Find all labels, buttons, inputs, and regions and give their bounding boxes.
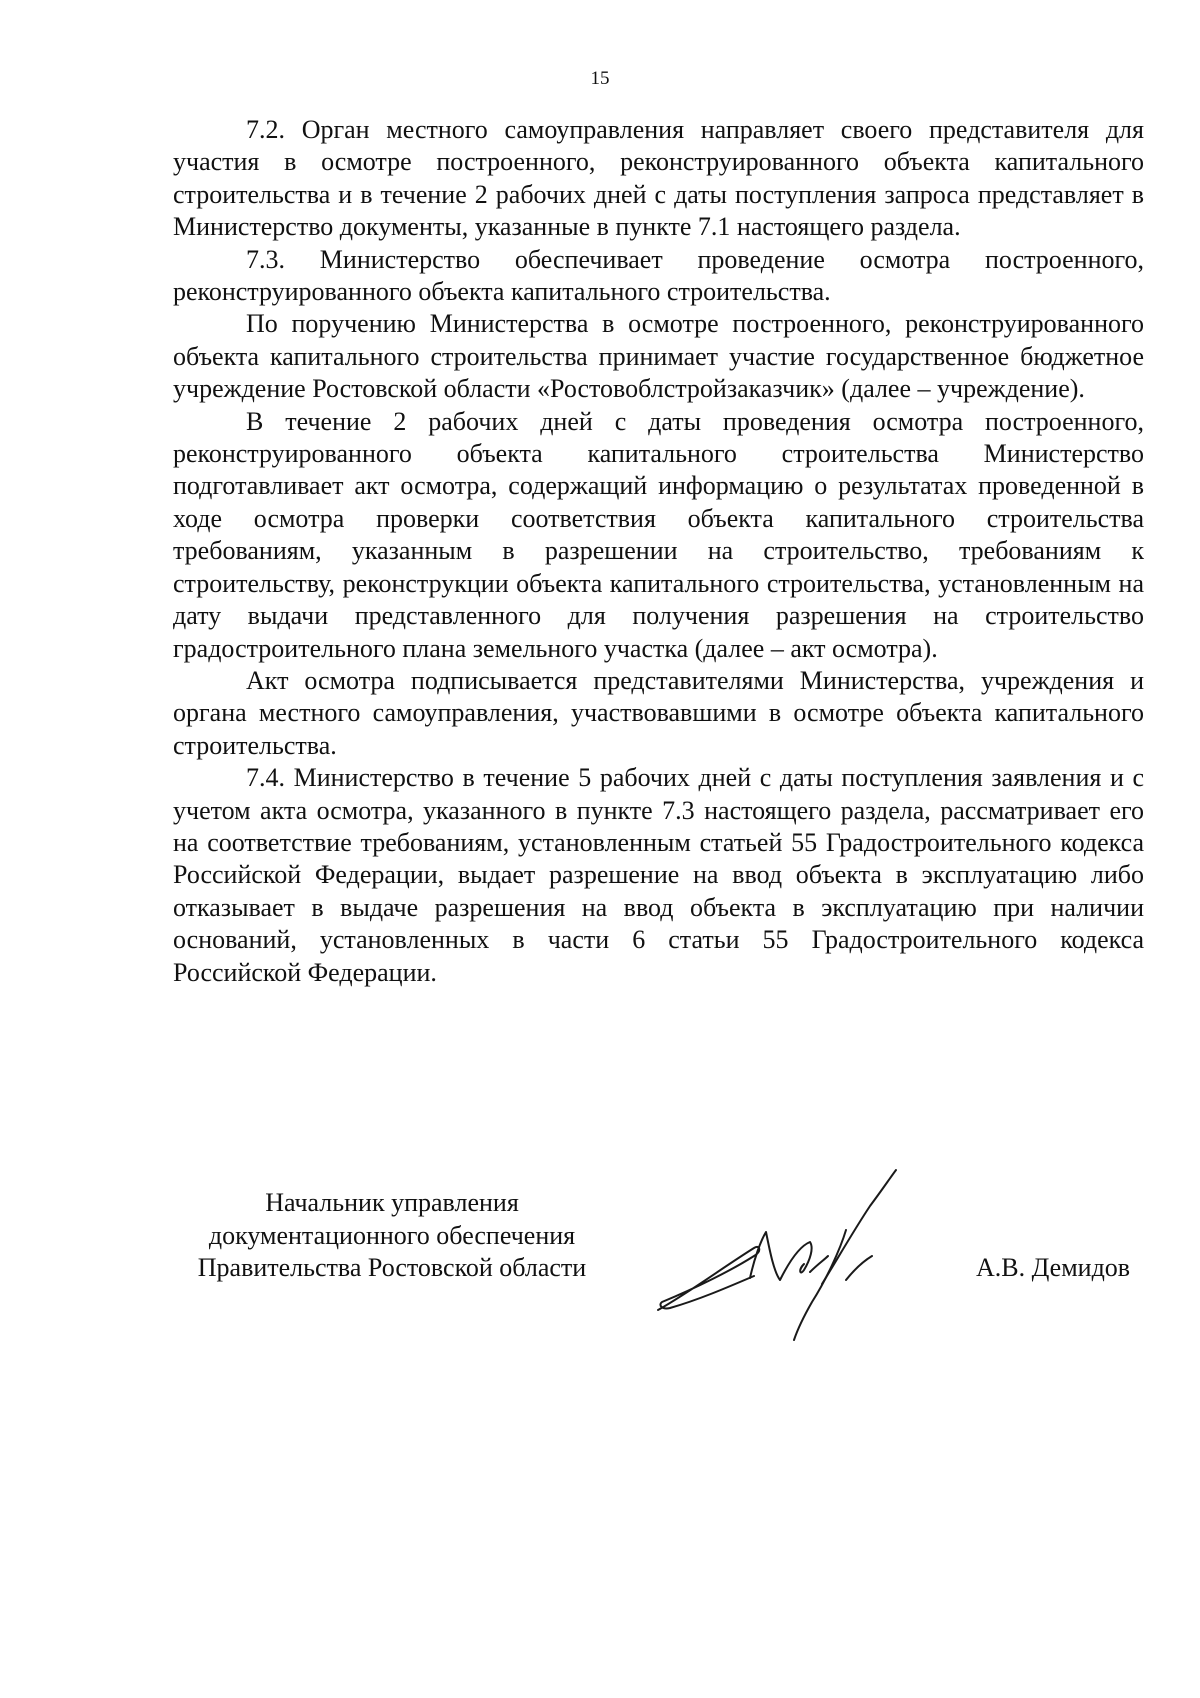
signatory-title-line: документационного обеспечения bbox=[208, 1220, 576, 1250]
signatory-title-line: Правительства Ростовской области bbox=[197, 1253, 587, 1282]
page-number: 15 bbox=[590, 68, 610, 89]
paragraph-7-3: 7.3. Министерство обеспечивает проведение осмотра построенного, реконструированного объекта капитального строительства. bbox=[173, 244, 1144, 307]
signatory-title bbox=[172, 1187, 612, 1285]
document-body bbox=[173, 114, 1144, 989]
paragraph-7-2: 7.2. Орган местного самоуправления направляет своего представителя для участия в осмотре построенного, реконструированного объекта капитального строительства и в течение 2 рабочих дней с даты поступления запроса представляет в Министерство документы, указанные в пункте 7.1 настоящего раздела. bbox=[173, 115, 1144, 242]
paragraph-7-3-inspection-act: В течение 2 рабочих дней с даты проведения осмотра построенного, реконструированного объекта капитального строительства Министерство подготавливает акт осмотра, содержащий информацию о результатах проведенной в ходе осмотра проверки соответствия объекта капитального строительства требованиям, указанным в разрешении на строительство, требованиям к строительству, реконструкции объекта капитального строительства, установленным на дату выдачи представленного для получения разрешения на строительство градостроительного плана земельного участка (далее – акт осмотра). bbox=[173, 406, 1144, 663]
signatory-title-line: Начальник управления bbox=[265, 1188, 519, 1217]
paragraph-7-3-instruction: По поручению Министерства в осмотре построенного, реконструированного объекта капитального строительства принимает участие государственное бюджетное учреждение Ростовской области «Ростовоблстройзаказчик» (далее – учреждение). bbox=[173, 309, 1144, 404]
signatory-name: А.В. Демидов bbox=[976, 1253, 1131, 1282]
handwritten-signature bbox=[650, 1160, 950, 1350]
paragraph-7-4: 7.4. Министерство в течение 5 рабочих дней с даты поступления заявления и с учетом акта осмотра, указанного в пункте 7.3 настоящего раздела, рассматривает его на соответствие требованиям, установленным статьей 55 Градостроительного кодекса Российской Федерации, выдает разрешение на ввод объекта в эксплуатацию либо отказывает в выдаче разрешения на ввод объекта в эксплуатацию при наличии оснований, установленных в части 6 статьи 55 Градостроительного кодекса Российской Федерации. bbox=[173, 763, 1144, 987]
paragraph-7-3-signing: Акт осмотра подписывается представителями Министерства, учреждения и органа местного самоуправления, участвовавшими в осмотре объекта капитального строительства. bbox=[173, 665, 1144, 760]
